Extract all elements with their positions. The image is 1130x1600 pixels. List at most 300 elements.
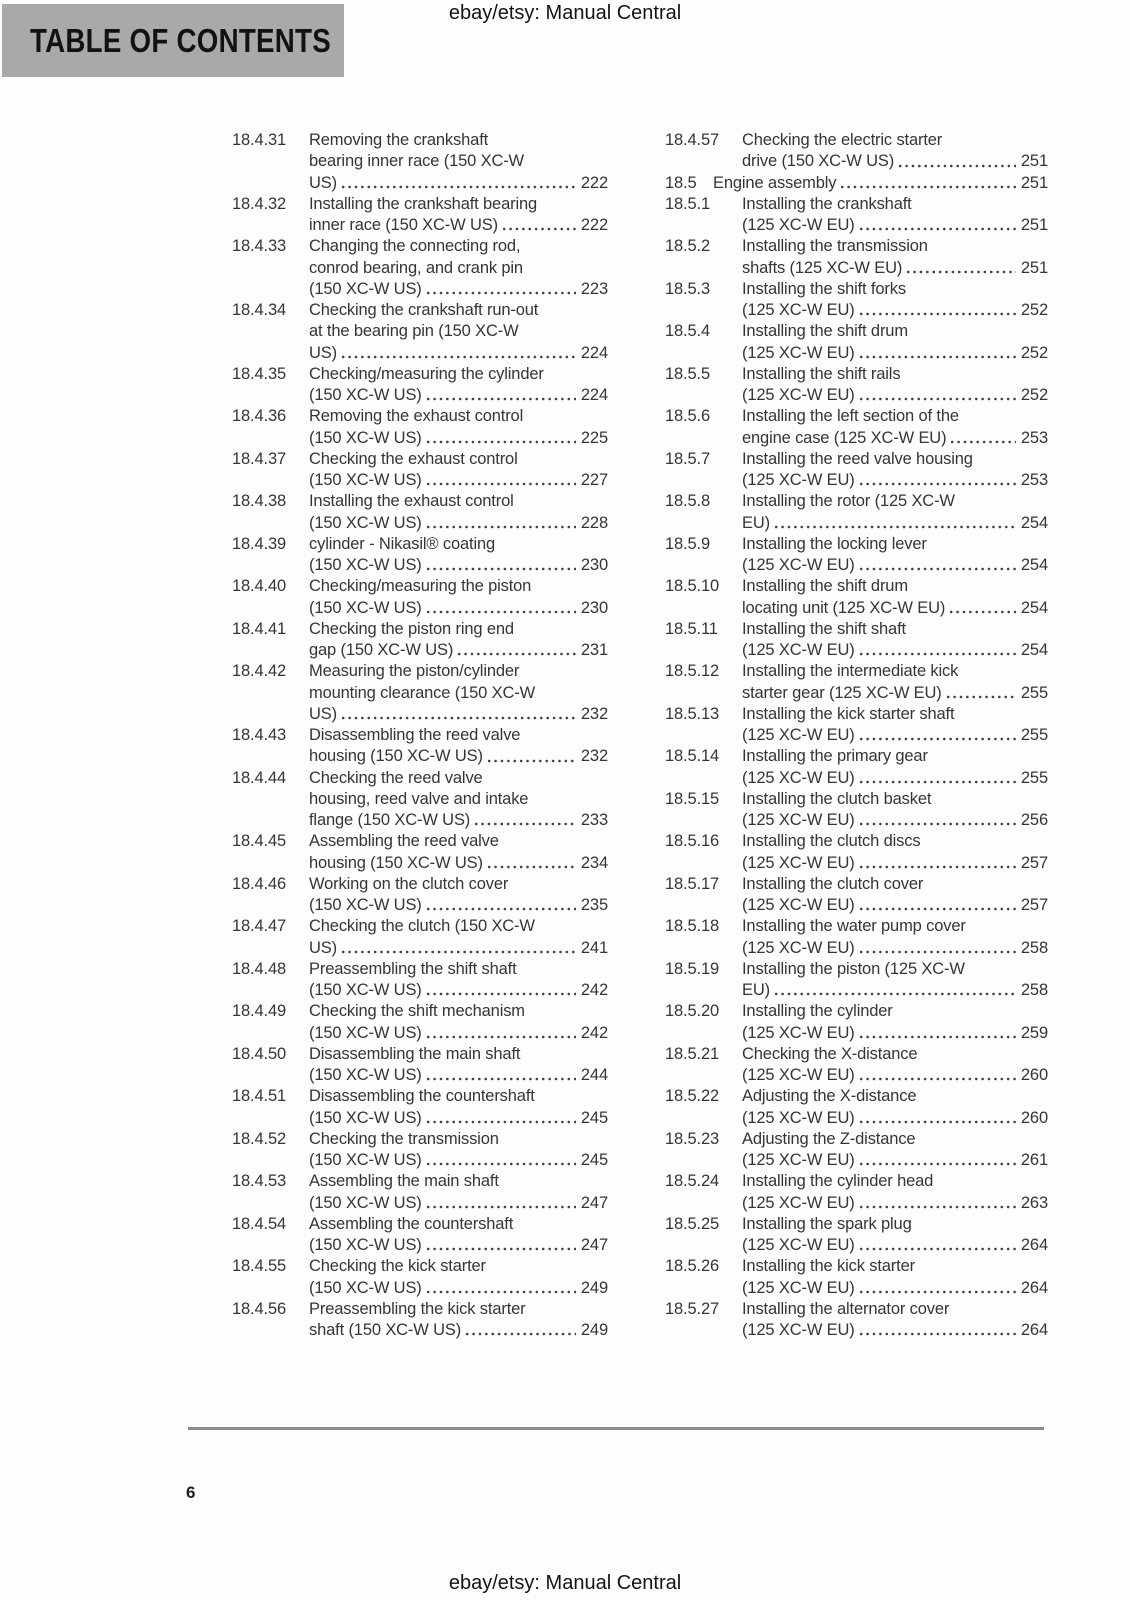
toc-entry-number: 18.5.26 [665,1257,720,1276]
toc-entry-line-text: (150 XC-W US) [309,386,422,404]
toc-entry-title [742,491,1048,534]
toc-entry [665,1214,1048,1257]
toc-entry-line-text: engine case (125 XC-W EU) [742,428,947,447]
toc-entry [232,236,608,300]
dotted-leader [896,151,1016,172]
toc-entry-page: 242 [580,981,608,999]
toc-entry-line: Installing the clutch discs [742,832,921,851]
toc-entry-number: 18.5.3 [665,279,710,298]
toc-entry-title [742,534,1048,577]
toc-entry [232,491,608,534]
toc-entry-title [742,704,1048,747]
toc-entry-line [742,343,1048,364]
toc-entry-line-text: (150 XC-W US) [309,513,422,532]
toc-entry [665,194,1048,237]
toc-entry [232,959,608,1002]
toc-entry-line [742,1193,1048,1214]
toc-entry-line: Measuring the piston/cylinder [309,662,520,681]
toc-entry-page: 251 [1020,173,1048,192]
toc-entry-number: 18.4.36 [232,407,287,426]
toc-entry-line-text: (125 XC-W EU) [742,853,855,872]
toc-entry-line: Installing the transmission [742,237,928,256]
toc-entry-number: 18.5.18 [665,917,720,936]
toc-entry-number: 18.5.22 [665,1087,720,1106]
toc-entry-line: Checking the shift mechanism [309,1002,525,1021]
dotted-leader [424,1065,576,1086]
toc-entry-number: 18.5.24 [665,1172,720,1191]
toc-entry-line-text: (125 XC-W EU) [742,471,855,489]
toc-heading-box [2,4,344,77]
page-number: 6 [186,1483,196,1502]
toc-entry-page: 234 [580,853,608,872]
dotted-leader [772,980,1016,1001]
dotted-leader [339,938,576,959]
dotted-leader [485,746,576,767]
toc-entry-title [742,130,1048,173]
toc-entry-line: Disassembling the main shaft [309,1044,521,1063]
toc-entry-line-text: (125 XC-W EU) [742,1108,855,1127]
toc-entry-number: 18.5.19 [665,959,720,978]
toc-entry-number: 18.4.51 [232,1087,287,1106]
dotted-leader [857,1193,1016,1214]
toc-entry-line [742,598,1048,619]
toc-entry-number: 18.5.1 [665,194,710,213]
dotted-leader [857,895,1016,916]
toc-entry-line-text: (150 XC-W US) [309,1151,422,1169]
toc-entry-line [309,1235,608,1256]
toc-entry-line-text: (125 XC-W EU) [742,301,855,319]
toc-entry-title [309,300,608,364]
toc-entry-line: Installing the locking lever [742,534,927,553]
toc-entry [232,619,608,662]
toc-entry-line [309,810,608,831]
toc-entry-title [309,1171,608,1214]
toc-entry-line: Checking/measuring the cylinder [309,364,544,383]
toc-entry-line: Disassembling the reed valve [309,726,521,744]
toc-entry-page: 264 [1020,1278,1048,1297]
toc-entry-line: Installing the shift shaft [742,619,906,638]
toc-entry-title [309,1001,608,1044]
toc-entry-line [742,640,1048,661]
dotted-leader [857,810,1016,831]
toc-entry-title [309,874,608,917]
toc-entry-line [713,173,1048,194]
toc-entry-title [309,725,608,768]
dotted-leader [857,768,1016,789]
dotted-leader [857,1235,1016,1256]
toc-entry-title [309,916,608,959]
toc-entry-page: 263 [1020,1193,1048,1212]
toc-entry [232,130,608,194]
toc-entry-number: 18.4.54 [232,1214,287,1233]
toc-entry-line: Installing the intermediate kick [742,662,959,681]
toc-entry-line [309,279,608,300]
toc-entry-line-text: (125 XC-W EU) [742,216,855,234]
toc-entry-line-text: (125 XC-W EU) [742,386,855,404]
toc-entry-title [309,1299,608,1342]
toc-entry-page: 255 [1020,683,1048,702]
toc-entry-line-text: (125 XC-W EU) [742,641,855,659]
dotted-leader [424,428,576,449]
toc-entry-title [309,831,608,874]
toc-entry-page: 251 [1020,152,1048,171]
dotted-leader [463,1320,576,1341]
toc-entry-title [742,661,1048,704]
toc-entry-title [742,1171,1048,1214]
toc-entry-line-text: locating unit (125 XC-W EU) [742,598,946,617]
toc-entry-line-text: (125 XC-W EU) [742,768,855,787]
toc-entry-line [309,1278,608,1299]
toc-entry-number: 18.4.43 [232,726,287,744]
toc-entry-title [309,959,608,1002]
toc-entry-line: Checking the X-distance [742,1044,918,1063]
toc-entry-title [309,1214,608,1257]
toc-entry-line-text: (150 XC-W US) [309,279,422,298]
toc-entry-number: 18.4.55 [232,1257,287,1276]
toc-entry-title [742,236,1048,279]
toc-entry-line: Installing the shift forks [742,279,906,298]
toc-entry-line [309,895,608,916]
toc-entry-line: Installing the kick starter [742,1257,915,1276]
toc-entry-line: Installing the left section of the [742,407,959,426]
toc-entry [665,746,1048,789]
toc-entry-line: Assembling the countershaft [309,1214,514,1233]
toc-entry-title [309,1086,608,1129]
toc-entry-line-text: (150 XC-W US) [309,1108,422,1127]
toc-entry-page: 247 [580,1193,608,1212]
toc-entry-page: 232 [580,747,608,766]
toc-entry [665,874,1048,917]
toc-entry-number: 18.5.10 [665,577,720,596]
toc-entry-page: 260 [1020,1066,1048,1084]
toc-entry-number: 18.4.39 [232,534,287,553]
dotted-leader [424,513,576,534]
header-title: ebay/etsy: Manual Central [448,2,682,24]
toc-entry-title [309,194,608,237]
toc-heading-label: TABLE OF CONTENTS [30,21,331,59]
toc-entry-line [309,428,608,449]
toc-entry-line [309,385,608,406]
toc-entry [232,768,608,832]
toc-entry-title [309,449,608,492]
toc-entry-page: 252 [1020,343,1048,362]
dotted-leader [857,725,1016,746]
dotted-leader [339,704,576,725]
toc-entry-title [309,576,608,619]
toc-entry-number: 18.5.9 [665,534,710,553]
toc-entry-line: Installing the kick starter shaft [742,704,955,723]
toc-entry-line-text: (150 XC-W US) [309,896,422,914]
dotted-leader [857,385,1016,406]
toc-entry-page: 254 [1020,513,1048,532]
toc-entry-page: 224 [580,343,608,362]
toc-entry-line [742,300,1048,321]
dotted-leader [857,938,1016,959]
dotted-leader [424,1235,576,1256]
toc-entry-line-text: (150 XC-W US) [309,1193,422,1212]
toc-entry [232,916,608,959]
toc-entry-line-text: EU) [742,981,770,999]
dotted-leader [500,215,576,236]
toc-entry-line-text: (150 XC-W US) [309,1278,422,1297]
toc-entry-number: 18.5.20 [665,1002,720,1021]
toc-entry-line [309,555,608,576]
dotted-leader [339,173,576,194]
toc-entry-number: 18.5.8 [665,492,710,511]
toc-entry-page: 228 [580,513,608,532]
toc-entry-number: 18.4.47 [232,917,287,936]
toc-entry-title [742,1044,1048,1087]
toc-entry-line: Installing the primary gear [742,747,928,766]
toc-entry-line [742,1065,1048,1086]
toc-entry-line [742,980,1048,1001]
toc-entry-line: Preassembling the kick starter [309,1299,526,1318]
toc-entry-page: 249 [580,1278,608,1297]
toc-entry-line-text: (150 XC-W US) [309,556,422,574]
toc-entry-line: Installing the crankshaft [742,194,912,213]
toc-entry-title [309,491,608,534]
toc-entry-line-text: shafts (125 XC-W EU) [742,258,903,277]
toc-entry-page: 254 [1020,598,1048,617]
toc-entry-line: Installing the clutch cover [742,874,924,893]
toc-entry-line [309,513,608,534]
toc-entry-line [309,1193,608,1214]
toc-entry-line: Working on the clutch cover [309,874,509,893]
toc-entry-number: 18.5.23 [665,1129,720,1148]
toc-entry-page: 264 [1020,1236,1048,1254]
toc-entry-page: 242 [580,1023,608,1042]
toc-entry-line-text: (150 XC-W US) [309,1066,422,1084]
toc-entry-line: Installing the piston (125 XC-W [742,959,965,978]
toc-entry-line [742,1150,1048,1171]
toc-entry-number: 18.5.25 [665,1214,720,1233]
toc-entry-line: Adjusting the X-distance [742,1087,917,1106]
dotted-leader [424,1150,576,1171]
toc-entry-number: 18.5.4 [665,322,710,341]
toc-entry-title [309,768,608,832]
toc-entry-title [742,406,1048,449]
toc-entry-line [309,1320,608,1341]
toc-entry-title [742,279,1048,322]
toc-entry-line: Removing the exhaust control [309,407,524,426]
toc-entry [665,916,1048,959]
toc-entry [665,704,1048,747]
toc-entry-title [309,1129,608,1172]
toc-entry-line [742,555,1048,576]
toc-entry-title [309,619,608,662]
dotted-leader [857,1278,1016,1299]
toc-entry-number: 18.4.41 [232,619,287,638]
toc-entry-number: 18.4.44 [232,768,287,787]
toc-entry-number: 18.4.56 [232,1299,287,1318]
toc-entry-page: 256 [1020,811,1048,829]
toc-entry [232,1171,608,1214]
toc-column-right [665,130,1048,1341]
toc-entry [665,576,1048,619]
dotted-leader [485,853,576,874]
dotted-leader [857,215,1016,236]
toc-entry-number: 18.5.15 [665,789,720,808]
toc-entry-line [742,768,1048,789]
toc-entry-line-text: flange (150 XC-W US) [309,811,471,829]
toc-entry-line: Installing the rotor (125 XC-W [742,492,955,511]
dotted-leader [424,598,576,619]
dotted-leader [857,853,1016,874]
toc-entry-line [309,470,608,491]
toc-entry-title [742,1001,1048,1044]
toc-entry-line: Checking the piston ring end [309,619,514,638]
toc-entry-title [309,236,608,300]
toc-entry-page: 245 [580,1108,608,1127]
toc-entry-line-text: (150 XC-W US) [309,428,422,447]
toc-entry-title [309,406,608,449]
toc-entry-number: 18.5.13 [665,704,720,723]
toc-entry-line [309,1065,608,1086]
toc-entry [665,279,1048,322]
toc-entry-number: 18.4.38 [232,492,287,511]
toc-entry-line-text: gap (150 XC-W US) [309,641,454,659]
toc-entry-page: 247 [580,1236,608,1254]
toc-column-left [232,130,608,1341]
toc-entry-line [742,1235,1048,1256]
toc-entry-line [742,258,1048,279]
toc-entry-title [742,1256,1048,1299]
dotted-leader [857,1150,1016,1171]
toc-entry-line-text: (150 XC-W US) [309,598,422,617]
toc-entry-number: 18.4.53 [232,1172,287,1191]
toc-entry-number: 18.5.2 [665,237,710,256]
toc-entry-line: Checking/measuring the piston [309,577,532,596]
toc-entry-number: 18.4.46 [232,874,287,893]
toc-entry-line-text: housing (150 XC-W US) [309,853,483,872]
toc-entry-line-text: (125 XC-W EU) [742,1066,855,1084]
toc-entry [665,1001,1048,1044]
toc-entry [232,1129,608,1172]
toc-entry [232,725,608,768]
toc-entry-line [742,215,1048,236]
toc-entry-page: 252 [1020,301,1048,319]
toc-entry-number: 18.5.11 [665,619,718,638]
dotted-leader [424,279,576,300]
toc-entry-title [742,321,1048,364]
toc-entry-line-text: (125 XC-W EU) [742,1193,855,1212]
dotted-leader [857,1108,1016,1129]
toc-entry-page: 257 [1020,853,1048,872]
toc-entry [232,300,608,364]
toc-entry [232,1299,608,1342]
toc-entry-line: Installing the shift drum [742,322,908,341]
footer-rule [188,1427,1044,1430]
dotted-leader [857,1065,1016,1086]
toc-entry-line-text: (125 XC-W EU) [742,811,855,829]
dotted-leader [857,343,1016,364]
toc-entry-line [742,513,1048,534]
dotted-leader [424,1278,576,1299]
toc-entry-number: 18.4.34 [232,301,287,319]
toc-entry-line: cylinder - Nikasil® coating [309,534,496,553]
toc-entry-number: 18.5.27 [665,1299,720,1318]
toc-entry-line-text: (125 XC-W EU) [742,1278,855,1297]
toc-entry-number: 18.4.33 [232,237,287,256]
toc-entry-number: 18.4.42 [232,662,287,681]
toc-entry-number: 18.4.57 [665,131,720,149]
toc-entry-line: Preassembling the shift shaft [309,959,517,978]
toc-entry-line [742,853,1048,874]
dotted-leader [857,300,1016,321]
toc-entry [232,534,608,577]
toc-entry-line: Installing the alternator cover [742,1299,950,1318]
toc-entry [665,449,1048,492]
toc-entry [665,130,1048,173]
toc-entry-line [742,1023,1048,1044]
toc-entry-line: Disassembling the countershaft [309,1087,535,1106]
toc-entry-line: Adjusting the Z-distance [742,1129,916,1148]
toc-entry [232,1044,608,1087]
toc-entry-title [742,874,1048,917]
dotted-leader [944,683,1016,704]
toc-entry-line-text: shaft (150 XC-W US) [309,1321,462,1339]
toc-entry-line [309,704,608,725]
toc-entry-line [742,1108,1048,1129]
toc-entry-line: Removing the crankshaft [309,131,489,149]
toc-entry-line [309,173,608,194]
dotted-leader [947,598,1016,619]
toc-entry-title [742,831,1048,874]
toc-entry-title [309,1044,608,1087]
toc-entry [232,576,608,619]
toc-entry [665,1086,1048,1129]
toc-entry [665,789,1048,832]
toc-entry-page: 259 [1020,1023,1048,1042]
toc-entry-line-text: (125 XC-W EU) [742,1023,855,1042]
toc-entry-title [742,619,1048,662]
dotted-leader [424,470,576,491]
toc-entry-line-text: (150 XC-W US) [309,1236,422,1254]
toc-entry-page: 252 [1020,386,1048,404]
toc-entry-page: 254 [1020,556,1048,574]
toc-entry-title [742,576,1048,619]
toc-entry-title [309,364,608,407]
toc-entry [232,1001,608,1044]
toc-entry-number: 18.4.37 [232,449,287,468]
dotted-leader [857,1320,1016,1341]
toc-entry-number: 18.5.14 [665,747,720,766]
dotted-leader [857,1023,1016,1044]
toc-entry-page: 253 [1020,471,1048,489]
dotted-leader [948,428,1015,449]
toc-entry [665,1256,1048,1299]
toc-entry [665,1129,1048,1172]
toc-entry-line: Checking the reed valve [309,768,483,787]
toc-entry-line: Installing the spark plug [742,1214,912,1233]
toc-entry-title [742,1299,1048,1342]
toc-entry [232,661,608,725]
toc-entry-title [742,1086,1048,1129]
toc-entry-line: conrod bearing, and crank pin [309,258,523,277]
toc-entry-number: 18.5 [665,173,697,192]
toc-entry-number: 18.5.5 [665,364,710,383]
toc-entry-number: 18.4.52 [232,1129,287,1148]
toc-entry-line-text: (125 XC-W EU) [742,343,855,362]
toc-entry-line: Installing the cylinder [742,1002,893,1021]
toc-entry-page: 222 [580,173,608,192]
toc-entry-title [309,1256,608,1299]
toc-entry-line-text: (125 XC-W EU) [742,726,855,744]
toc-entry-line [742,895,1048,916]
toc-entry-line-text: US) [309,173,337,192]
toc-entry-line: Changing the connecting rod, [309,237,521,256]
toc-entry-line [309,215,608,236]
